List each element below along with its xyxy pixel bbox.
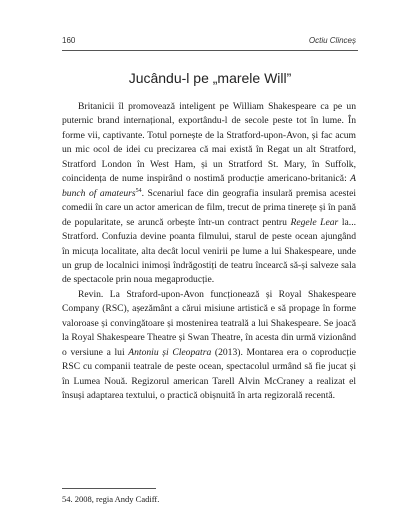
footnote-reference[interactable]: 54 (135, 187, 142, 194)
paragraph-1-text-c: la... Stratford. Confuzia devine poanta filmului, starul de peste ocean ajungând în micuța localitate, alta decât locul venirii pe lume a lui Shakespeare, unde un grup de localnici inimoși îndrăgostiți de teatru încearcă să-și salveze sala de spectacole prin noua megaproducție. (62, 216, 356, 286)
paragraph-1-text-b: . Scenariul face din geografia insulară premisa acestei comedii în care un actor american de film, trecut de prima tinerețe și în pană de popularitate, se aruncă orbește într-un contract pentru (62, 187, 356, 228)
play-title-lear: Regele Lear (290, 216, 339, 228)
paragraph-2-text-b: (2013). Montarea era o coproducție RSC cu companii teatrale de peste ocean, spectacolul urmând să fie jucat și în Lumea Nouă. Regizorul american Tarell Alvin McCraney a realizat el însuși adaptarea textului, o practică obișnuită în arta regizorală recentă. (62, 346, 356, 402)
play-title-antony: Antoniu și Cleopatra (128, 346, 212, 358)
footnote: 54. 2008, regia Andy Cadiff. (62, 494, 160, 504)
paragraph-1-text-a: Britanicii îl promovează inteligent pe William Shakespeare ca pe un puternic brand internațional, exportându-l de secole peste tot în lume. În forme vii, captivante. Totul pornește de la Stratford-upon-Avon, și fac acum un mic ocol de idei cu precizarea că mai există în Regat un alt Stratford, Stratford London în West Ham, și un Stratford St. Mary, în Suffolk, coincidența de nume inspirând o nostimă producție americano-britanică: (62, 101, 356, 185)
header-rule (62, 50, 358, 51)
film-title: A bunch of amateurs (62, 173, 356, 199)
footnote-rule (62, 488, 156, 489)
chapter-title: Jucându-l pe „marele Will” (128, 70, 292, 86)
page-number: 160 (62, 36, 76, 45)
running-head: Octiu Clinceș (308, 36, 356, 45)
paragraph-2-text-a: Revin. La Straford-upon-Avon funcționează și Royal Shakespeare Company (RSC), așezământ a cărui misiune artistică e să propage în forme valoroase și convingătoare și mostenirea teatrală a lui Shakespeare. Se joacă la Royal Shakespeare Theatre și Swan Theatre, în acesta din urmă vizionând o versiune a lui (62, 288, 356, 358)
paragraph-2 (62, 288, 356, 404)
paragraph-1 (62, 100, 356, 288)
body-text (62, 100, 356, 404)
